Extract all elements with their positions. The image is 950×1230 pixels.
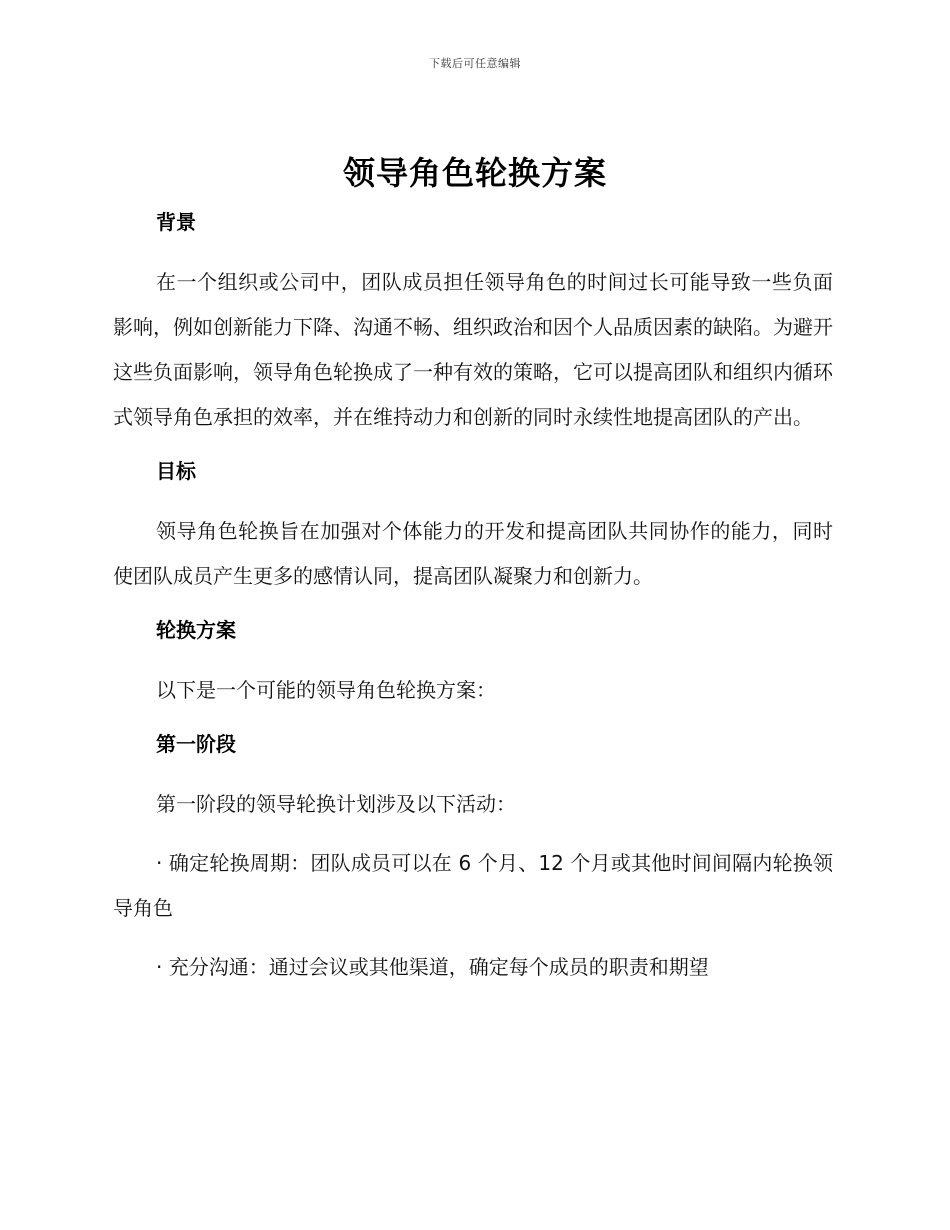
- document-title: 领导角色轮换方案: [342, 154, 607, 192]
- section-heading-background: 背景: [156, 210, 196, 234]
- section-heading-phase1: 第一阶段: [156, 732, 236, 756]
- section-heading-plan: 轮换方案: [156, 618, 236, 642]
- header-note: 下载后可任意编辑: [429, 57, 521, 70]
- list-item: · 确定轮换周期：团队成员可以在 6 个月、12 个月或其他时间间隔内轮换领导角色: [113, 851, 833, 920]
- section-heading-goal: 目标: [156, 459, 196, 483]
- paragraph-goal: 领导角色轮换旨在加强对个体能力的开发和提高团队共同协作的能力，同时使团队成员产生更多的感情认同，提高团队凝聚力和创新力。: [113, 519, 833, 588]
- paragraph-background: 在一个组织或公司中，团队成员担任领导角色的时间过长可能导致一些负面影响，例如创新能力下降、沟通不畅、组织政治和因个人品质因素的缺陷。为避开这些负面影响，领导角色轮换成了一种有效的策略，它可以提高团队和组织内循环式领导角色承担的效率，并在维持动力和创新的同时永续性地提高团队的产出。: [113, 270, 833, 429]
- list-item: · 充分沟通：通过会议或其他渠道，确定每个成员的职责和期望: [156, 955, 709, 979]
- paragraph-plan: 以下是一个可能的领导角色轮换方案：: [156, 678, 496, 702]
- paragraph-phase1-intro: 第一阶段的领导轮换计划涉及以下活动：: [156, 792, 516, 816]
- document-body: [113, 205, 833, 990]
